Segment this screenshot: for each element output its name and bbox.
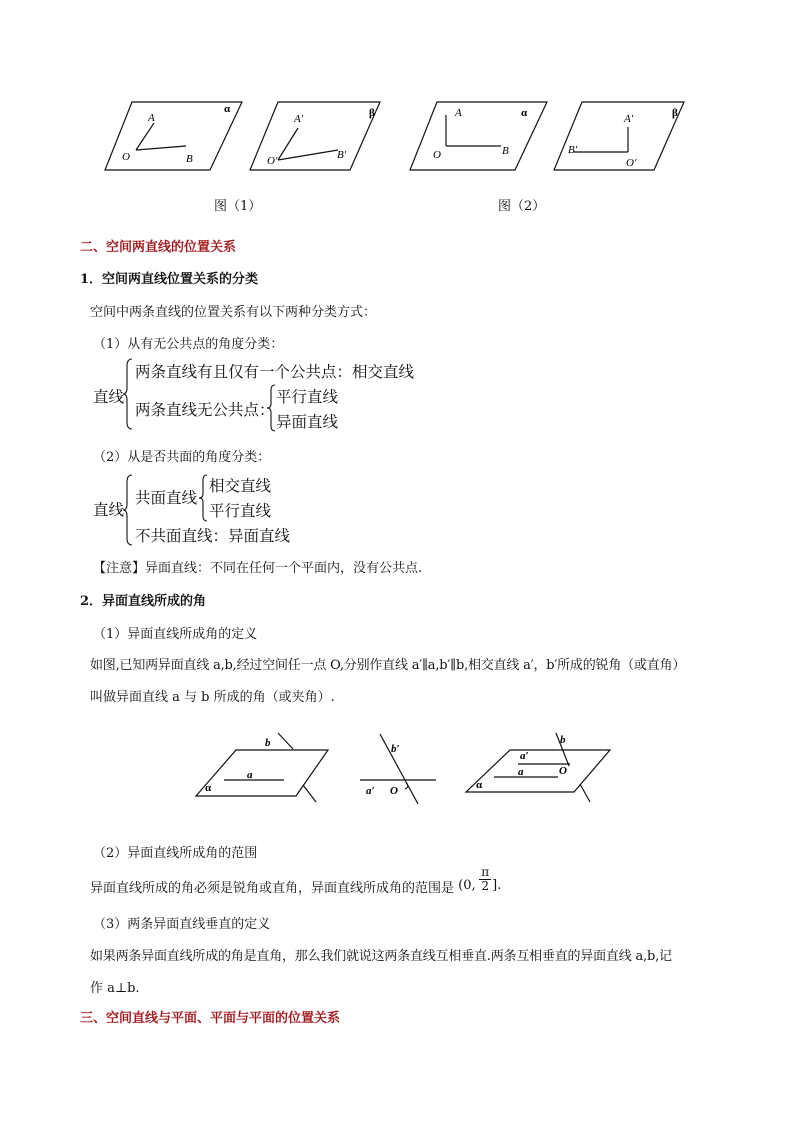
label-b-prime: b′ — [391, 743, 400, 755]
classification-1-branch-b: 两条直线无公共点： — [135, 401, 275, 419]
classification-1-leaf-skew: 异面直线 — [276, 413, 339, 431]
label-b: b — [265, 737, 271, 749]
brace-icon — [123, 358, 133, 430]
label-beta: β — [672, 107, 678, 119]
range-close: ]. — [492, 878, 502, 893]
perpendicular-line-1: 如果两条异面直线所成的角是直角，那么我们就说这两条直线互相垂直.两条互相垂直的异面直线 a,b,记 — [90, 949, 672, 964]
definition-line-1: 如图,已知两异面直线 a,b,经过空间任一点 O,分别作直线 a′∥a,b′∥b,相交直线 a′，b′所成的锐角（或直角） — [90, 658, 686, 673]
label-B-prime: B′ — [337, 149, 347, 161]
label-alpha: α — [205, 782, 212, 794]
label-alpha: α — [521, 107, 528, 119]
method-2-title: （2）从是否共面的角度分类： — [93, 450, 271, 465]
label-A: A — [148, 112, 155, 124]
range-title: （2）异面直线所成角的范围 — [93, 846, 258, 861]
figure-caption-2: 图（2） — [498, 199, 546, 214]
definition-title: （1）异面直线所成角的定义 — [93, 627, 258, 642]
label-a: a — [247, 769, 253, 781]
classification-1-branch-a: 两条直线有且仅有一个公共点：相交直线 — [135, 363, 415, 381]
label-B: B — [502, 145, 509, 157]
section-heading-2: 二、空间两直线的位置关系 — [80, 240, 237, 255]
label-O: O — [390, 785, 398, 797]
label-O: O — [122, 151, 130, 163]
label-beta: β — [369, 107, 375, 119]
classification-1-leaf-parallel: 平行直线 — [276, 388, 339, 406]
label-O: O — [559, 765, 567, 777]
subsection-heading-1: 1．空间两直线位置关系的分类 — [80, 272, 259, 287]
label-a-prime: a′ — [366, 785, 375, 797]
section-heading-3: 三、空间直线与平面、平面与平面的位置关系 — [80, 1011, 341, 1026]
label-O: O — [433, 149, 441, 161]
figure-1-right — [246, 98, 386, 176]
range-two: 2 — [481, 879, 489, 893]
brace-icon — [199, 474, 208, 522]
label-a-prime: a′ — [520, 750, 529, 762]
label-A: A — [455, 107, 462, 119]
label-a: a — [518, 766, 524, 778]
range-paragraph — [90, 865, 508, 896]
subsection-heading-2: 2．异面直线所成的角 — [80, 594, 207, 609]
note-paragraph: 【注意】异面直线：不同在任何一个平面内，没有公共点. — [93, 561, 423, 576]
figure-1-left — [100, 98, 245, 176]
paragraph-intro: 空间中两条直线的位置关系有以下两种分类方式： — [90, 305, 377, 320]
label-B: B — [186, 153, 193, 165]
label-O-prime: O′ — [267, 155, 278, 167]
figure-2-right — [550, 98, 690, 176]
figure-skew-lines-plane — [192, 728, 332, 808]
range-pi: π — [481, 865, 490, 879]
figure-2-left — [405, 98, 550, 176]
label-alpha: α — [224, 103, 231, 115]
classification-2-branch-noncoplanar: 不共面直线：异面直线 — [135, 527, 291, 545]
figure-caption-1: 图（1） — [214, 199, 262, 214]
label-O-prime: O′ — [626, 157, 637, 169]
classification-2-root: 直线 — [93, 501, 125, 519]
range-fraction — [479, 866, 491, 893]
label-b: b — [560, 734, 566, 746]
range-text: 异面直线所成的角必须是锐角或直角，异面直线所成角的范围是 — [90, 881, 455, 896]
range-formula — [458, 865, 508, 893]
brace-icon — [267, 384, 276, 432]
label-A-prime: A′ — [624, 113, 634, 125]
range-open: (0, — [458, 878, 476, 893]
classification-2-branch-coplanar: 共面直线 — [135, 489, 198, 507]
label-B-prime: B′ — [568, 144, 578, 156]
classification-2-leaf-parallel: 平行直线 — [209, 502, 272, 520]
figure-angle-construction — [462, 728, 614, 808]
perpendicular-title: （3）两条异面直线垂直的定义 — [93, 917, 271, 932]
label-A-prime: A′ — [294, 113, 304, 125]
method-1-title: （1）从有无公共点的角度分类： — [93, 337, 284, 352]
classification-1-root: 直线 — [93, 388, 125, 406]
definition-line-2: 叫做异面直线 a 与 b 所成的角（或夹角）. — [90, 690, 335, 705]
classification-2-leaf-intersect: 相交直线 — [209, 477, 272, 495]
figure-intersecting-lines — [356, 728, 441, 808]
label-alpha: α — [476, 779, 483, 791]
perpendicular-line-2: 作 a⊥b. — [90, 981, 140, 996]
brace-icon — [123, 474, 133, 546]
